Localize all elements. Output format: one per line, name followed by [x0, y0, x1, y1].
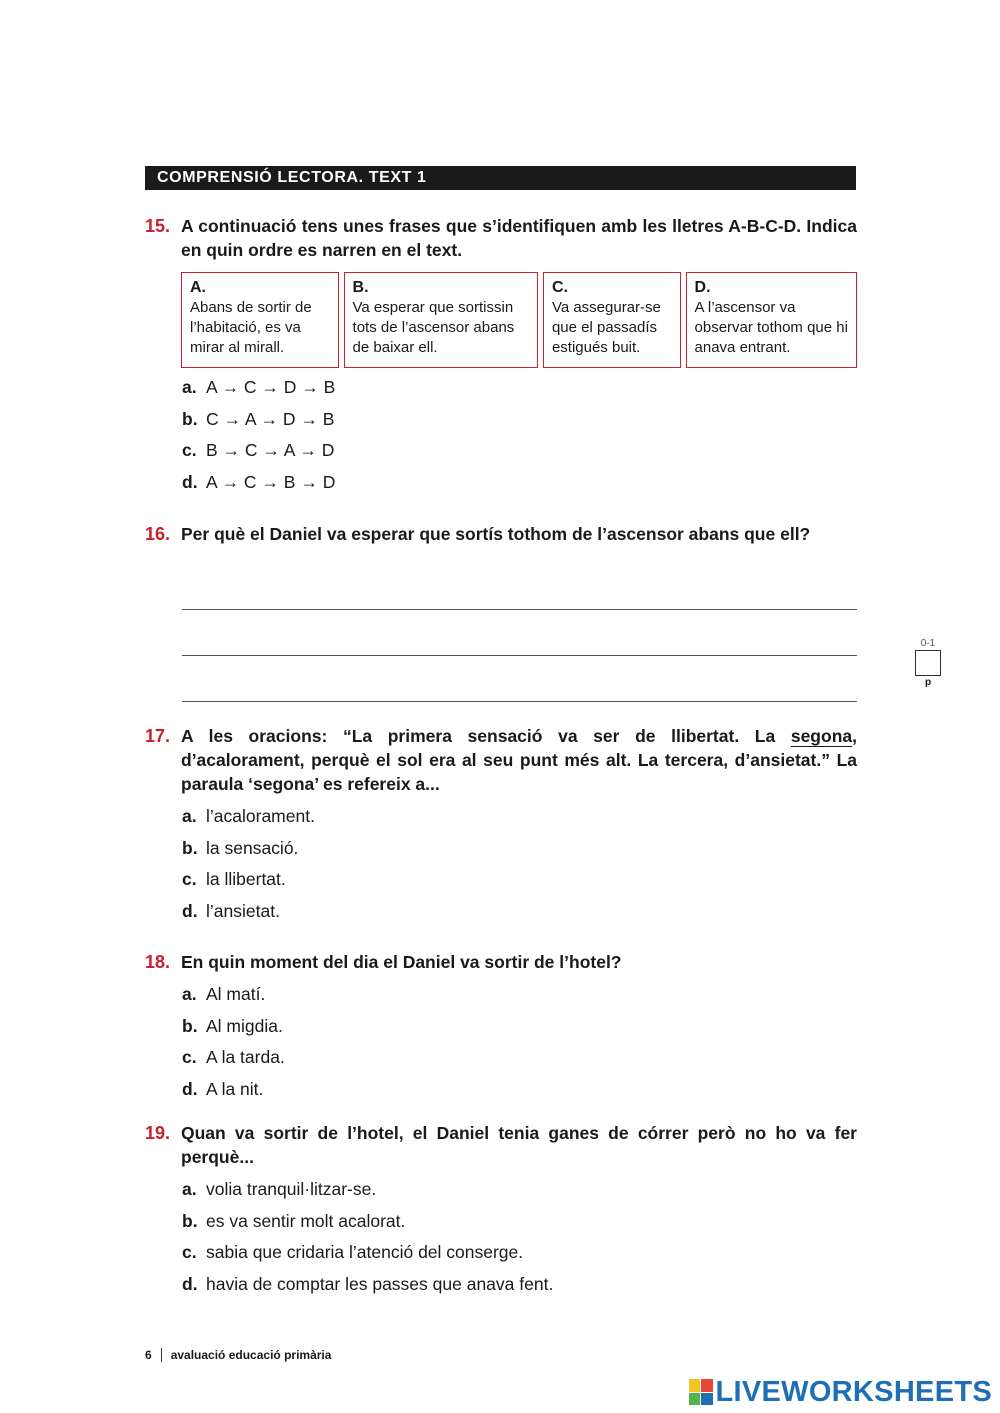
option-letter: d. — [182, 1078, 198, 1099]
option-text: Al migdia. — [206, 1015, 283, 1036]
question-text — [181, 724, 857, 796]
statement-box-c — [543, 272, 681, 368]
option-c[interactable] — [182, 1046, 857, 1078]
question-number: 19. — [145, 1123, 171, 1143]
statement-label: C. — [551, 279, 568, 296]
option-d[interactable] — [182, 1273, 857, 1305]
statement-label: B. — [352, 279, 369, 296]
section-title: COMPRENSIÓ LECTORA. TEXT 1 — [145, 166, 856, 190]
question-number: 18. — [145, 952, 171, 972]
option-letter: a. — [182, 377, 197, 397]
option-letter: b. — [182, 1210, 198, 1231]
option-text: sabia que cridaria l’atenció del conserge. — [206, 1242, 524, 1262]
option-b[interactable] — [182, 837, 857, 869]
question-16 — [145, 522, 857, 702]
question-text: A continuació tens unes frases que s’identifiquen amb les lletres A-B-C-D. Indica en quin ordre es narren en el text. — [181, 216, 857, 260]
question-text: Per què el Daniel va esperar que sortís tothom de l’ascensor abans que ell? — [181, 524, 811, 544]
statement-box-b — [344, 272, 538, 368]
option-a[interactable] — [182, 1178, 857, 1210]
statement-text: A l’ascensor va observar tothom que hi anava entrant. — [694, 299, 848, 356]
statement-boxes — [181, 272, 857, 368]
option-letter: b. — [182, 837, 198, 858]
option-text: A → C → D → B — [206, 377, 336, 397]
statement-label: D. — [694, 279, 711, 296]
option-b[interactable] — [182, 1210, 857, 1242]
options-list — [182, 983, 857, 1109]
option-text: A la nit. — [206, 1078, 264, 1099]
answer-line[interactable] — [182, 610, 857, 656]
option-text: C → A → D → B — [206, 408, 335, 429]
question-18 — [145, 950, 857, 1109]
question-15 — [145, 214, 857, 502]
question-text-before: A les oracions: “La primera sensació va ser de llibertat. La — [181, 726, 791, 746]
option-b[interactable] — [182, 408, 857, 440]
options-list — [182, 376, 857, 502]
option-letter: c. — [182, 1047, 197, 1067]
liveworksheets-brand — [689, 1376, 993, 1408]
liveworksheets-logo-icon — [689, 1379, 713, 1405]
brand-name: LIVEWORKSHEETS — [715, 1376, 992, 1408]
question-17 — [145, 724, 857, 931]
statement-label: A. — [190, 279, 206, 296]
question-number: 16. — [145, 524, 171, 544]
score-range: 0-1 — [920, 638, 936, 649]
statement-text: Va esperar que sortissin tots de l’ascensor abans de baixar ell. — [352, 299, 515, 356]
option-c[interactable] — [182, 868, 857, 900]
option-letter: a. — [182, 1179, 197, 1199]
option-d[interactable] — [182, 900, 857, 932]
option-letter: a. — [182, 806, 197, 826]
option-letter: b. — [182, 1015, 198, 1036]
option-a[interactable] — [182, 983, 857, 1015]
option-a[interactable] — [182, 805, 857, 837]
score-marker — [914, 638, 942, 688]
statement-text: Va assegurar-se que el passadís estigués buit. — [551, 299, 661, 356]
statement-box-a — [181, 272, 339, 368]
option-letter: d. — [182, 900, 198, 921]
option-letter: c. — [182, 1242, 197, 1262]
option-a[interactable] — [182, 376, 857, 408]
option-text: A → C → B → D — [206, 471, 336, 492]
statement-box-d — [686, 272, 857, 368]
answer-line[interactable] — [182, 656, 857, 702]
option-letter: a. — [182, 984, 197, 1004]
question-19 — [145, 1121, 857, 1304]
option-d[interactable] — [182, 471, 857, 503]
question-text-after: , d’acalorament, perquè el sol era al seu punt més alt. La tercera, d’ansietat.” La paraula ‘segona’ es refereix a... — [181, 726, 857, 794]
option-c[interactable] — [182, 439, 857, 471]
option-text: A la tarda. — [206, 1047, 285, 1067]
option-text: es va sentir molt acalorat. — [206, 1210, 406, 1231]
option-letter: d. — [182, 1273, 198, 1294]
option-text: la llibertat. — [206, 869, 286, 889]
option-letter: c. — [182, 869, 197, 889]
score-unit: p — [924, 677, 932, 688]
answer-area[interactable] — [182, 564, 857, 702]
question-text: Quan va sortir de l’hotel, el Daniel tenia ganes de córrer però no ho va fer perquè... — [181, 1123, 857, 1167]
option-d[interactable] — [182, 1078, 857, 1110]
question-number: 15. — [145, 216, 171, 236]
footer-divider — [161, 1348, 162, 1362]
option-text: volia tranquil·litzar-se. — [206, 1179, 377, 1199]
option-letter: c. — [182, 440, 197, 460]
answer-line[interactable] — [182, 564, 857, 610]
option-b[interactable] — [182, 1015, 857, 1047]
option-text: B → C → A → D — [206, 440, 335, 460]
option-text: l’ansietat. — [206, 900, 280, 921]
option-c[interactable] — [182, 1241, 857, 1273]
option-text: Al matí. — [206, 984, 266, 1004]
underlined-word: segona — [790, 726, 853, 746]
option-letter: d. — [182, 471, 198, 492]
option-text: l’acalorament. — [206, 806, 315, 826]
footer-text: avaluació educació primària — [170, 1348, 332, 1362]
statement-text: Abans de sortir de l’habitació, es va mirar al mirall. — [190, 299, 312, 356]
option-text: la sensació. — [206, 837, 299, 858]
page-number: 6 — [145, 1348, 152, 1362]
options-list — [182, 805, 857, 931]
score-box[interactable] — [915, 650, 941, 676]
option-text: havia de comptar les passes que anava fent. — [206, 1273, 554, 1294]
option-letter: b. — [182, 408, 198, 429]
question-text: En quin moment del dia el Daniel va sortir de l’hotel? — [181, 952, 622, 972]
page-footer — [145, 1348, 331, 1362]
question-number: 17. — [145, 726, 171, 746]
options-list — [182, 1178, 857, 1304]
